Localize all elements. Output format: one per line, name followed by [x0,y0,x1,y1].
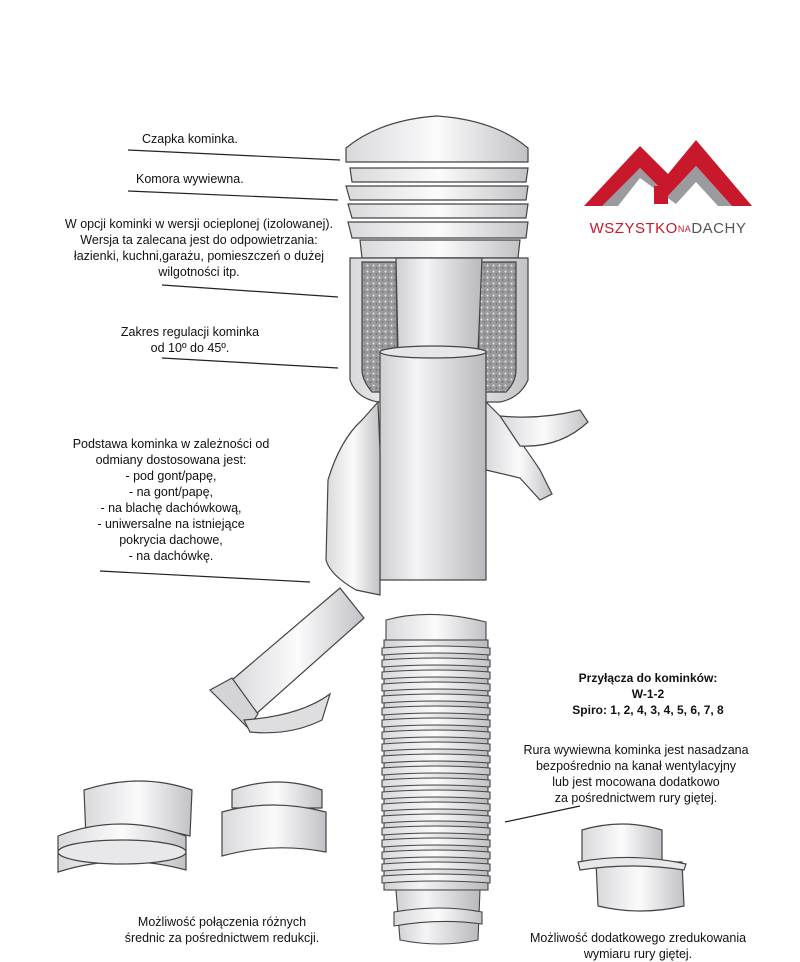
label-exhaust-pipe: Rura wywiewna kominka jest nasadzana bezpośrednio na kanał wentylacyjny lub jest mocowana dodatkowo za pośrednictwem rury giętej. [523,743,749,805]
chimney-cap [346,116,528,162]
reduction-middle [222,782,326,856]
roof-logo-icon [578,128,758,218]
label-connectors: Przyłącza do kominków: W-1-2 Spiro: 1, 2, 4, 3, 4, 5, 6, 7, 8 [572,671,724,717]
label-base: Podstawa kominka w zależności od odmiany dostosowana jest: - pod gont/papę, - na gont/papę, - na blachę dachówkową, - uniwersalne na istniejące pokrycia dachowe, - na dachówkę. [72,437,270,563]
reduction-right [578,824,686,911]
exhaust-chamber [346,168,528,258]
logo-word-1: WSZYSTKO [589,220,678,237]
label-regulation: Zakres regulacji kominka od 10º do 45º. [120,325,260,355]
label-chamber: Komora wywiewna. [136,172,244,186]
label-extra-reduction: Możliwość dodatkowego zredukowania wymiaru rury giętej. [529,931,747,961]
logo-word-3: DACHY [691,220,747,237]
inner-pipe [380,346,486,580]
logo-word-2: NA [677,224,692,235]
label-reduction: Możliwość połączenia różnych średnic za pośrednictwem redukcji. [124,915,320,945]
label-insulated: W opcji kominki w wersji ocieplonej (izolowanej). Wersja ta zalecana jest do odpowietrzania: łazienki, kuchni,garażu, pomieszczeń o dużej wilgotności itp. [64,217,334,279]
reduction-left [58,781,192,872]
brand-logo[interactable] [578,128,758,248]
flexible-pipe [382,614,490,944]
label-cap: Czapka kominka. [142,132,238,146]
